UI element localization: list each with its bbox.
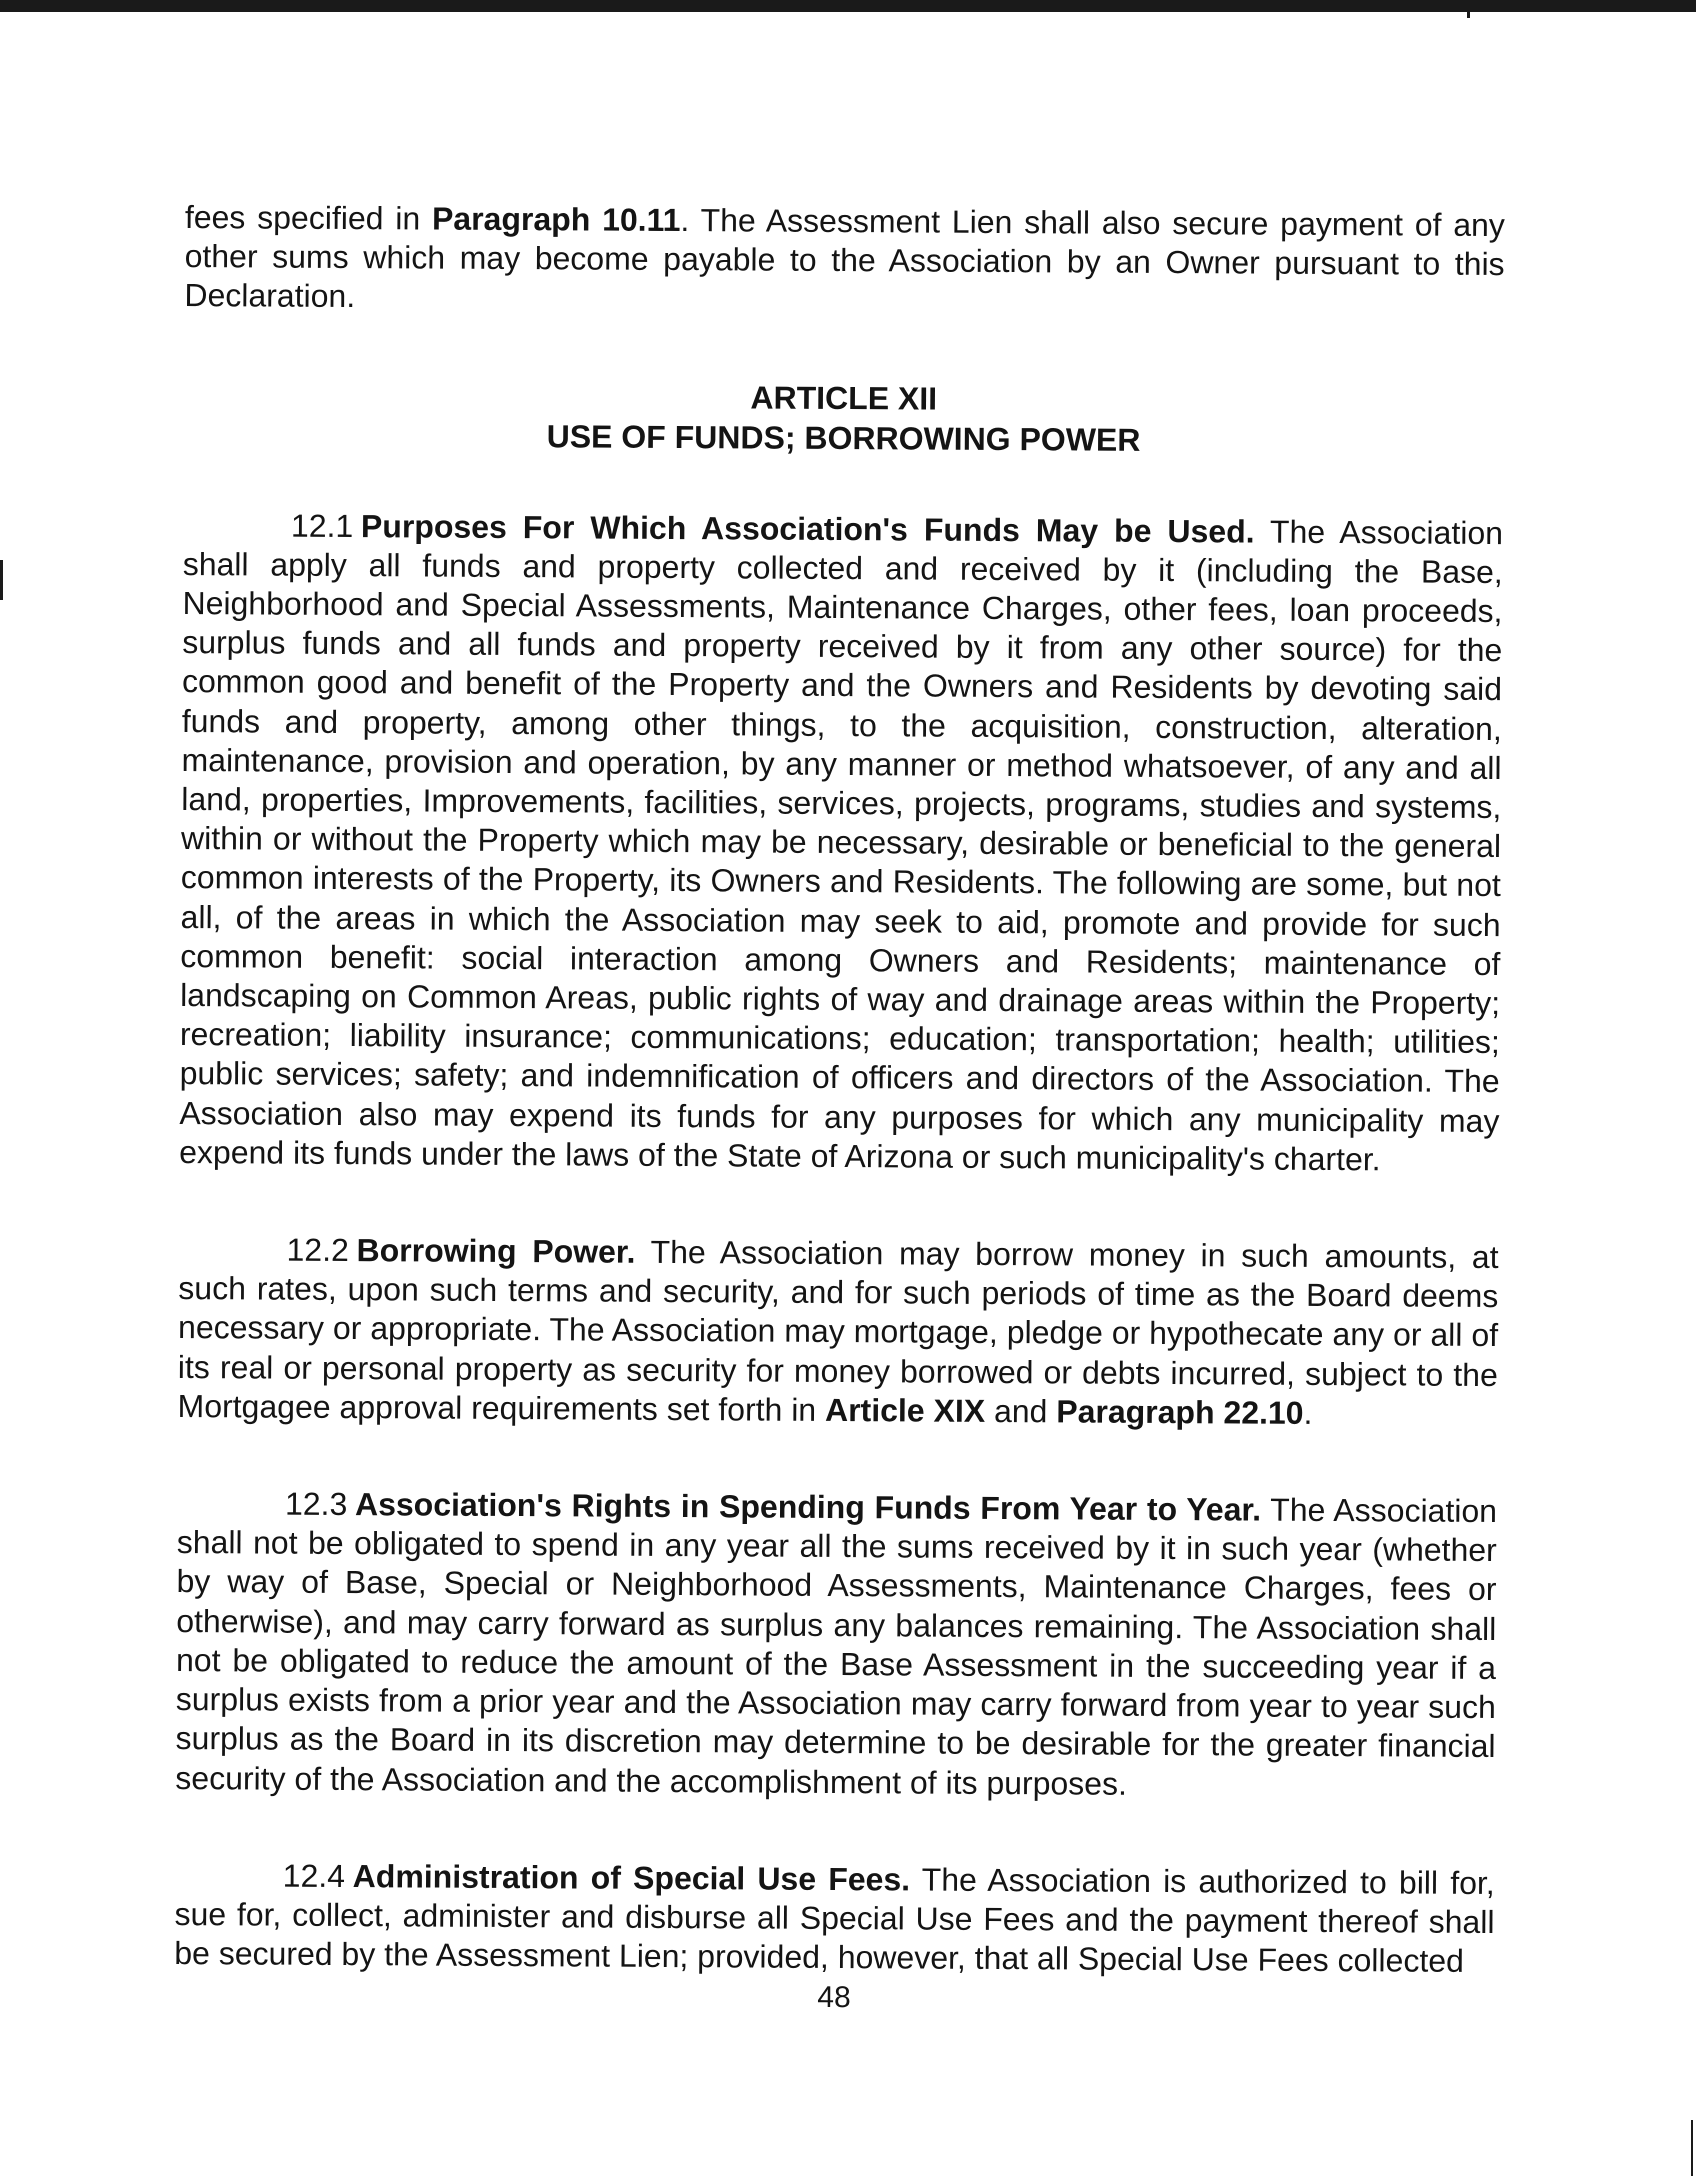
section-text: The Association shall not be obligated to spend in any year all the sums received by it in such year (whether by way of Base, Special or Neighborhood Assessments, Maintenance Charges, fees or otherwise), and may carry forward as surplus any balances remaining. The Association shall not be obligated to reduce the amount of the Base Assessment in the succeeding year if a surplus exists from a prior year and the Association may carry forward from year to year such surplus as the Board in its discretion may determine to be desirable for the greater financial security of the Association and the accomplishment of its purposes. bbox=[175, 1491, 1498, 1802]
section-heading: Administration of Special Use Fees. bbox=[352, 1857, 911, 1898]
intro-paragraph: fees specified in Paragraph 10.11. The Assessment Lien shall also secure payment of any other sums which may become payable to the Association by an Owner pursuant to this Declaration. bbox=[184, 198, 1505, 315]
section-text: The Association may borrow money in such amounts, at such rates, upon such terms and security, and for such periods of time as the Board deems necessary or appropriate. The Association may mortgage, pledge or hypothecate any or all of its real or personal property as security for money borrowed or debts incurred, subject to the Mortgagee approval requirements set forth in bbox=[177, 1233, 1499, 1428]
section-12-3 bbox=[175, 1484, 1497, 1806]
section-number: 12.3 bbox=[284, 1485, 348, 1523]
scan-top-border bbox=[0, 0, 1696, 12]
section-text: The Association is authorized to bill for, sue for, collect, administer and disburse all Special Use Fees and the payment thereof shall be secured by the Assessment Lien; provided, however, that all Special Use Fees collected bbox=[174, 1861, 1495, 1979]
article-heading bbox=[183, 374, 1503, 462]
section-heading: Association's Rights in Spending Funds From Year to Year. bbox=[354, 1486, 1262, 1528]
section-12-1 bbox=[179, 506, 1503, 1181]
section-number: 12.1 bbox=[290, 507, 354, 544]
section-heading: Purposes For Which Association's Funds May be Used. bbox=[360, 507, 1255, 550]
article-reference: Article XIX bbox=[824, 1391, 986, 1429]
section-number: 12.4 bbox=[282, 1857, 346, 1894]
article-number: ARTICLE XII bbox=[750, 379, 938, 417]
paragraph-reference: Paragraph 22.10 bbox=[1056, 1393, 1304, 1431]
article-title: USE OF FUNDS; BORROWING POWER bbox=[546, 417, 1141, 458]
scan-mark bbox=[1691, 2120, 1693, 2176]
document-page bbox=[174, 198, 1505, 2039]
section-12-4 bbox=[174, 1856, 1495, 1982]
page-number: 48 bbox=[817, 1980, 851, 2015]
section-heading: Borrowing Power. bbox=[356, 1232, 636, 1270]
scan-mark bbox=[0, 560, 3, 600]
section-text: The Association shall apply all funds and property collected and received by it (including the Base, Neighborhood and Special Assessments, Maintenance Charges, other fees, loan proceeds, surplus funds and all funds and property received by it from any other source) for the common good and benefit of the Property and the Owners and Residents by devoting said funds and property, among other things, to the acquisition, construction, alteration, maintenance, provision and operation, by any manner or method whatsoever, of any and all land, properties, Improvements, facilities, services, projects, programs, studies and systems, within or without the Property which may be necessary, desirable or beneficial to the general common interests of the Property, its Owners and Residents. The following are some, but not all, of the areas in which the Association may seek to aid, promote and provide for such common benefit: social interaction among Owners and Residents; maintenance of landscaping on Common Areas, public rights of way and drainage areas within the Property; recreation; liability insurance; communications; education; transportation; health; utilities; public services; safety; and indemnification of officers and directors of the Association. The Association also may expend its funds for any purposes for which any municipality may expend its funds under the laws of the State of Arizona or such municipality's charter. bbox=[179, 513, 1504, 1178]
scan-mark bbox=[1467, 12, 1470, 18]
section-12-2: 12.2 Borrowing Power. The Association may borrow money in such amounts, at such rates, upon such terms and security, and for such periods of time as the Board deems necessary or appropriate. The Association may mortgage, pledge or hypothecate any or all of its real or personal property as security for money borrowed or debts incurred, subject to the Mortgagee approval requirements set forth in Article XIX and Paragraph 22.10. bbox=[177, 1231, 1499, 1431]
section-number: 12.2 bbox=[286, 1231, 349, 1269]
paragraph-reference: Paragraph 10.11 bbox=[431, 200, 681, 239]
